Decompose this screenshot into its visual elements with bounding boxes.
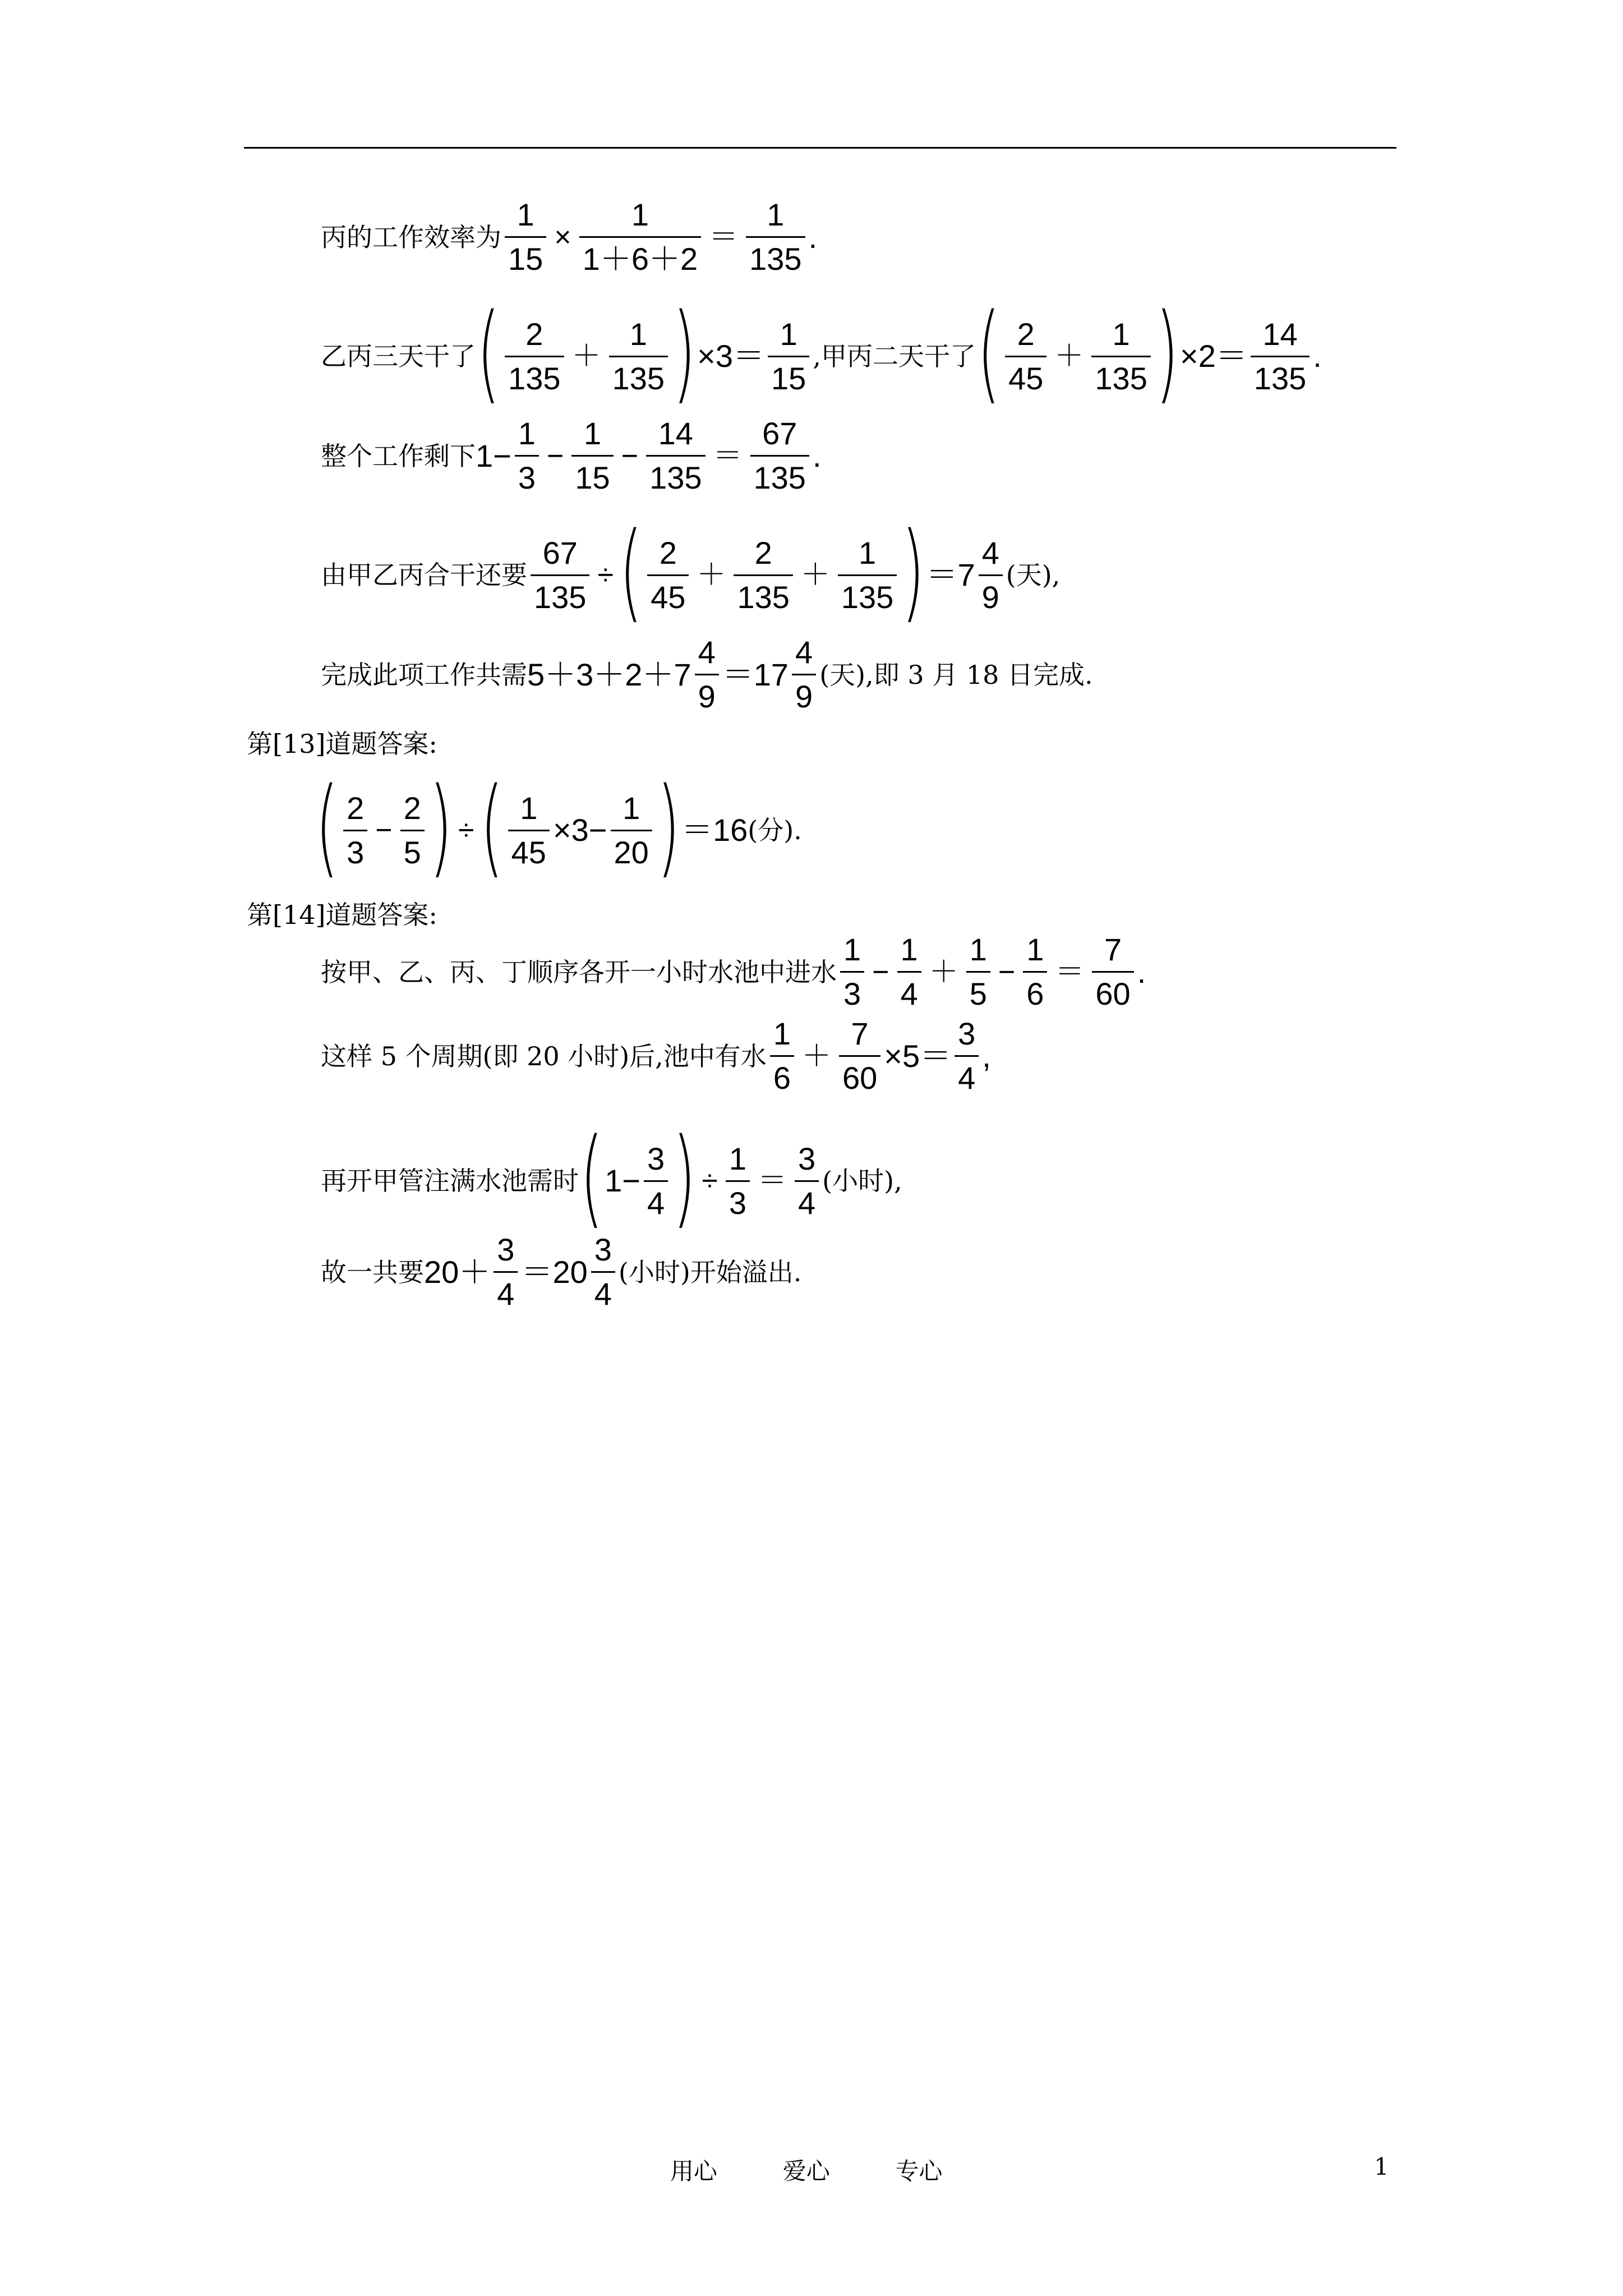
line-4	[321, 509, 1061, 633]
expression: ＝17	[722, 656, 789, 692]
fraction: $\frac{4}{9}$	[695, 637, 719, 712]
fraction: $\frac{2}{135}$	[734, 537, 792, 613]
operator: ÷	[597, 559, 614, 591]
line-9	[321, 1115, 902, 1239]
fraction: $\frac{14}{135}$	[646, 418, 705, 494]
fraction: $\frac{2}{3}$	[343, 793, 367, 868]
paren-close: )	[1155, 291, 1179, 415]
punct: .	[812, 438, 822, 473]
paren-close: )	[672, 291, 696, 415]
unit: (分).	[748, 815, 802, 845]
punct: .	[1137, 954, 1146, 990]
fraction: $\frac{2}{5}$	[400, 793, 425, 868]
fraction: $\frac{3}{4}$	[795, 1143, 819, 1219]
line-8	[321, 1018, 991, 1094]
line-3	[321, 418, 822, 494]
operator: ＋	[571, 340, 601, 372]
fraction: $\frac{3}{4}$	[591, 1234, 615, 1310]
fraction: $\frac{7}{60}$	[839, 1018, 880, 1094]
fraction: $\frac{1}{20}$	[611, 793, 652, 868]
fraction: $\frac{1}{135}$	[746, 199, 805, 275]
operator: ÷	[458, 814, 474, 846]
text: (小时)开始溢出.	[618, 1257, 802, 1287]
line-10	[321, 1234, 801, 1310]
expression: ×3＝	[697, 338, 765, 374]
footer-text-c: 专心	[895, 2157, 943, 2185]
expression: 5＋3＋2＋7	[527, 656, 691, 692]
fraction: $\frac{1}{135}$	[609, 319, 668, 394]
punct: .	[1313, 338, 1322, 374]
fraction: $\frac{1}{135}$	[1091, 319, 1150, 394]
text: 故一共要	[321, 1257, 424, 1287]
paren-close: )	[672, 1115, 696, 1239]
page-number: 1	[1374, 2153, 1389, 2180]
paren-close: )	[657, 765, 680, 889]
fraction: $\frac{1}{3}$	[515, 418, 539, 494]
fraction: $\frac{14}{135}$	[1251, 319, 1310, 394]
paren-close: )	[902, 509, 925, 633]
fraction: $\frac{1}{3}$	[840, 934, 864, 1010]
expression: 1−	[605, 1163, 640, 1198]
operator: −	[547, 439, 564, 472]
operator: ＋	[801, 1039, 831, 1073]
fraction: $\frac{67}{135}$	[531, 537, 589, 613]
text: 再开甲管注满水池需时	[321, 1166, 579, 1196]
fraction: $\frac{2}{45}$	[647, 537, 689, 613]
fraction: $\frac{1}{4}$	[897, 934, 921, 1010]
operator: −	[998, 955, 1016, 988]
unit: (天),	[1006, 560, 1061, 590]
footer-motto	[670, 2153, 942, 2187]
text: 按甲、乙、丙、丁顺序各开一小时水池中进水	[321, 956, 837, 987]
fraction: $\frac{4}{9}$	[979, 537, 1003, 613]
text: ,甲丙二天干了	[813, 341, 976, 371]
operator: −	[872, 955, 889, 988]
line-2	[321, 291, 1322, 415]
fraction: $\frac{4}{9}$	[792, 637, 816, 712]
punct: .	[808, 219, 818, 255]
paren-open: (	[315, 765, 339, 889]
heading-14: 第[14]道题答案:	[247, 900, 437, 930]
fraction: $\frac{1}{15}$	[768, 319, 809, 394]
fraction: $\frac{1}{1+6+2}$	[579, 199, 701, 275]
operator: ＋	[1054, 340, 1084, 372]
fraction: $\frac{1}{15}$	[571, 418, 613, 494]
operator: ＝	[709, 220, 739, 254]
text: (天),即 3 月 18 日完成.	[819, 659, 1093, 690]
expression: ×5＝	[884, 1038, 952, 1074]
fraction: $\frac{2}{45}$	[1005, 319, 1046, 394]
fraction: $\frac{3}{4}$	[644, 1143, 668, 1219]
punct: ,	[982, 1038, 991, 1074]
footer-text-b: 爱心	[782, 2157, 830, 2185]
text: 丙的工作效率为	[321, 222, 501, 252]
line-1	[321, 199, 817, 275]
fraction: $\frac{1}{45}$	[508, 793, 550, 868]
operator: −	[375, 814, 393, 846]
fraction: $\frac{1}{6}$	[770, 1018, 794, 1094]
paren-open: (	[480, 765, 503, 889]
text: 乙丙三天干了	[321, 341, 476, 371]
fraction: $\frac{1}{135}$	[838, 537, 897, 613]
text: 这样 5 个周期(即 20 小时)后,池中有水	[321, 1041, 767, 1071]
operator: ＋	[697, 559, 726, 591]
fraction: $\frac{2}{135}$	[505, 319, 564, 394]
expression: ×3−	[552, 812, 607, 848]
expression: ＝16	[681, 812, 748, 848]
expression: ×2＝	[1179, 338, 1247, 374]
operator: ＝	[1055, 955, 1085, 988]
fraction: $\frac{3}{4}$	[955, 1018, 979, 1094]
paren-open: (	[580, 1115, 603, 1239]
expression: ＝7	[926, 557, 975, 592]
paren-open: (	[619, 509, 643, 633]
line-7	[321, 934, 1146, 1010]
fraction: $\frac{1}{5}$	[966, 934, 990, 1010]
header-rule	[244, 147, 1396, 149]
operator: ×	[554, 220, 571, 254]
fraction: $\frac{3}{4}$	[494, 1234, 518, 1310]
operator: ＝	[758, 1165, 787, 1197]
operator: ＝	[713, 439, 743, 472]
operator: ＋	[800, 559, 830, 591]
fraction: $\frac{1}{6}$	[1023, 934, 1047, 1010]
paren-open: (	[977, 291, 1000, 415]
paren-open: (	[477, 291, 500, 415]
line-6	[314, 765, 802, 889]
text: 完成此项工作共需	[321, 659, 527, 690]
expression: ＝20	[521, 1254, 588, 1290]
heading-13: 第[13]道题答案:	[247, 729, 437, 759]
fraction: $\frac{1}{3}$	[726, 1143, 750, 1219]
expression: 20＋	[424, 1254, 491, 1290]
line-5	[321, 634, 1093, 714]
paren-close: )	[429, 765, 453, 889]
fraction: $\frac{7}{60}$	[1092, 934, 1133, 1010]
text: 整个工作剩下	[321, 440, 476, 471]
operator: ÷	[702, 1165, 718, 1197]
fraction: $\frac{67}{135}$	[750, 418, 809, 494]
unit: (小时),	[822, 1166, 902, 1196]
operator: ＋	[929, 955, 958, 988]
fraction: $\frac{1}{15}$	[505, 199, 546, 275]
expression: 1−	[476, 438, 511, 473]
operator: −	[621, 439, 639, 472]
text: 由甲乙丙合干还要	[321, 560, 527, 590]
footer-text-a: 用心	[670, 2157, 718, 2185]
